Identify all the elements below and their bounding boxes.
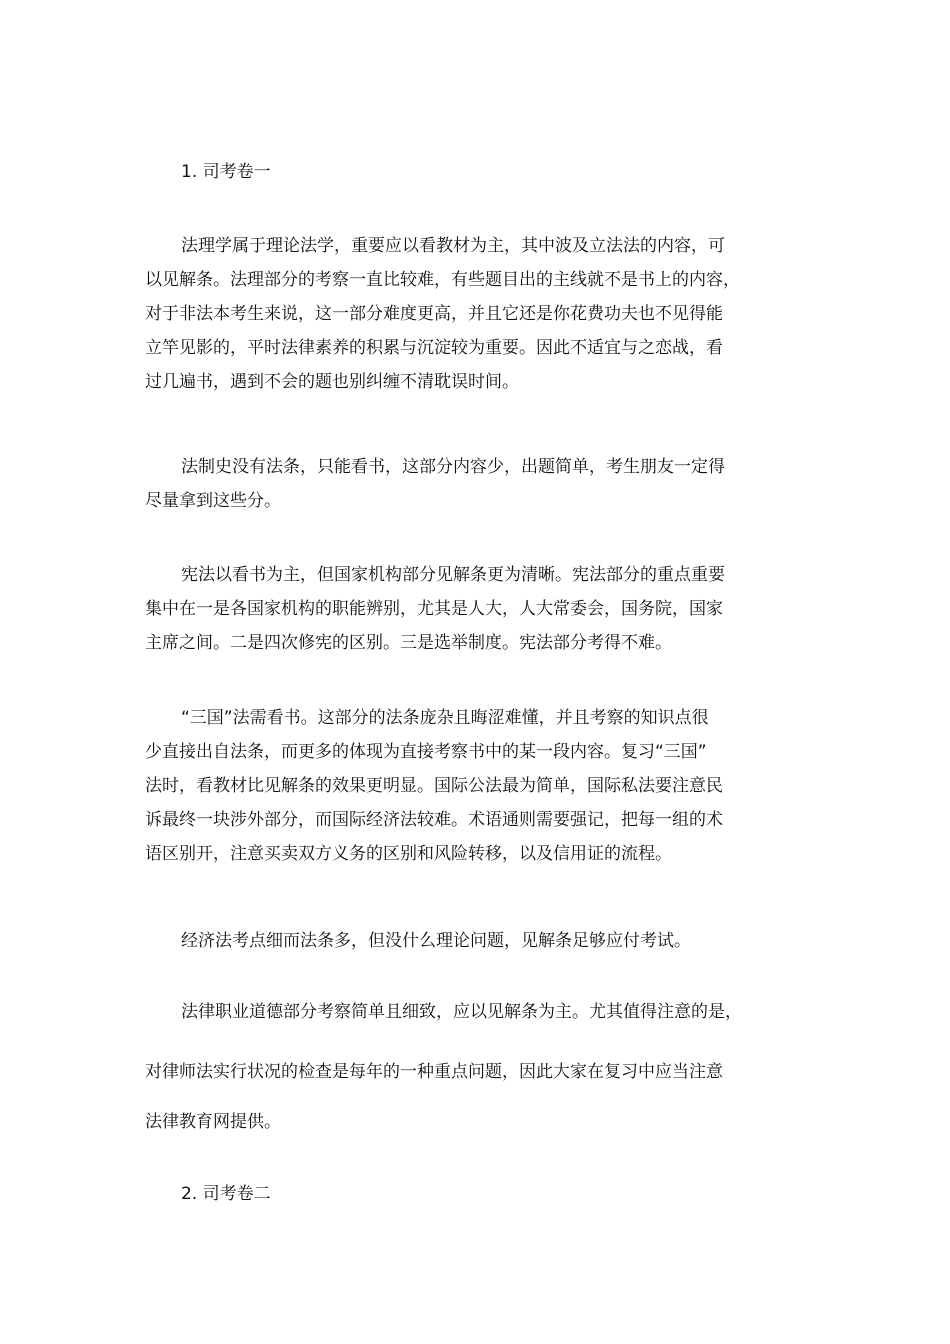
paragraph-ethics-line: 法律职业道德部分考察简单且细致，应以见解条为主。尤其值得注意的是， (181, 1002, 742, 1022)
section-heading-1: 1. 司考卷一 (181, 162, 271, 182)
paragraph-line: 集中在一是各国家机构的职能辨别，尤其是人大，人大常委会，国务院，国家 (145, 599, 723, 619)
paragraph-line: 以见解条。法理部分的考察一直比较难，有些题目出的主线就不是书上的内容， (145, 270, 740, 290)
section-heading-2: 2. 司考卷二 (181, 1184, 271, 1204)
paragraph-line: 尽量拿到这些分。 (145, 491, 281, 511)
paragraph-line: 经济法考点细而法条多，但没什么理论问题，见解条足够应付考试。 (181, 931, 691, 951)
paragraph-line: 立竿见影的，平时法律素养的积累与沉淀较为重要。因此不适宜与之恋战，看 (145, 338, 723, 358)
paragraph-line: 过几遍书，遇到不会的题也别纠缠不清耽误时间。 (145, 372, 519, 392)
paragraph-jurisprudence (145, 229, 825, 399)
paragraph-line: 对于非法本考生来说，这一部分难度更高，并且它还是你花费功夫也不见得能 (145, 304, 723, 324)
paragraph-line: 少直接出自法条，而更多的体现为直接考察书中的某一段内容。复习“三国” (145, 742, 707, 762)
paragraph-legal-history (145, 450, 825, 518)
paragraph-constitution (145, 558, 825, 660)
paragraph-ethics-line: 对律师法实行状况的检查是每年的一种重点问题，因此大家在复习中应当注意 (145, 1062, 723, 1082)
paragraph-line: “三国”法需看书。这部分的法条庞杂且晦涩难懂，并且考察的知识点很 (181, 708, 709, 728)
paragraph-line: 语区别开，注意买卖双方义务的区别和风险转移，以及信用证的流程。 (145, 844, 672, 864)
paragraph-line: 诉最终一块涉外部分，而国际经济法较难。术语通则需要强记，把每一组的术 (145, 810, 723, 830)
paragraph-line: 法理学属于理论法学，重要应以看教材为主，其中波及立法法的内容，可 (181, 236, 725, 256)
paragraph-line: 法时，看教材比见解条的效果更明显。国际公法最为简单，国际私法要注意民 (145, 776, 723, 796)
paragraph-ethics-line: 法律教育网提供。 (145, 1112, 281, 1132)
paragraph-international-law (145, 701, 825, 871)
paragraph-line: 主席之间。二是四次修宪的区别。三是选举制度。宪法部分考得不难。 (145, 633, 672, 653)
paragraph-line: 法制史没有法条，只能看书，这部分内容少，出题简单，考生朋友一定得 (181, 457, 725, 477)
paragraph-economic-law (145, 924, 825, 958)
paragraph-line: 宪法以看书为主，但国家机构部分见解条更为清晰。宪法部分的重点重要 (181, 565, 725, 585)
